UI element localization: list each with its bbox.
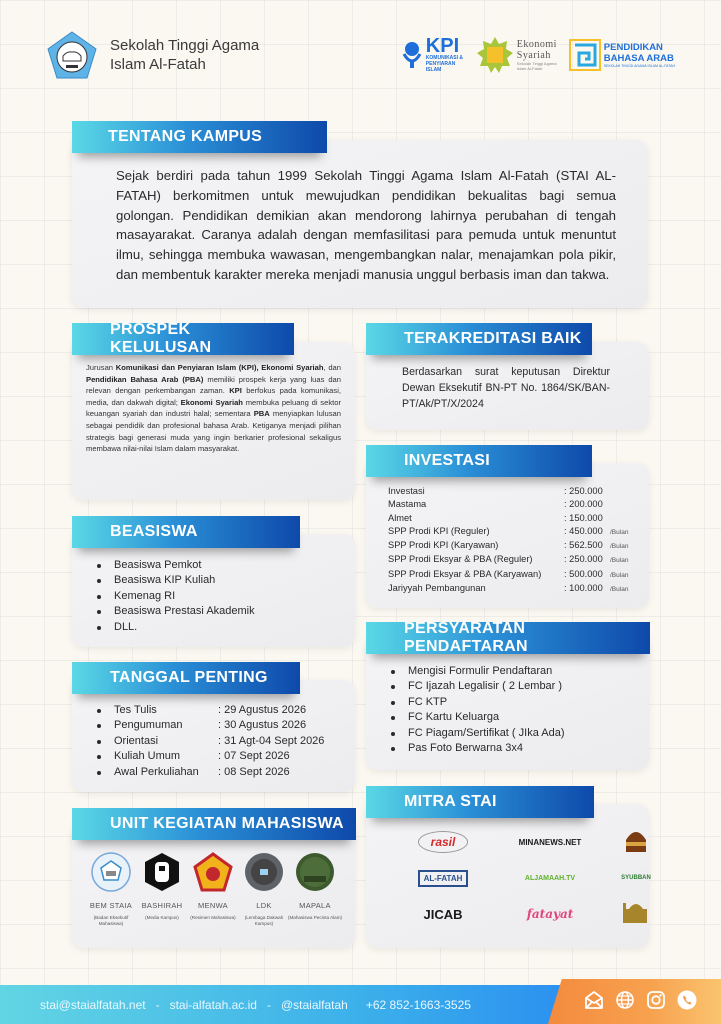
prospek-highlight: Pendidikan Bahasa Arab (PBA): [86, 374, 204, 384]
investasi-label: SPP Prodi KPI (Karyawan): [388, 540, 499, 551]
prospek-segment: , dan: [323, 363, 341, 372]
tanggal-card: [72, 680, 355, 792]
institution-name-line1: Sekolah Tinggi Agama: [110, 37, 260, 54]
investasi-unit: /Bulan: [610, 543, 629, 551]
footer-separator: -: [155, 997, 160, 1012]
mitra-logo: [621, 900, 651, 928]
mitra-logo: [621, 864, 651, 892]
footer-icons: [583, 989, 698, 1011]
prospek-card: [72, 342, 355, 500]
mitra-logo: [623, 828, 649, 856]
mitra-logo: [418, 828, 469, 856]
microphone-icon: [401, 40, 423, 70]
mitra-logo-text: AL-FATAH: [418, 870, 469, 887]
section-title-investasi: INVESTASI: [366, 445, 592, 477]
section-title-prospek: PROSPEK KELULUSAN: [72, 323, 294, 355]
institution-brand: [46, 30, 259, 80]
institution-name-line2: Islam Al-Fatah: [110, 56, 206, 73]
ukm-desc: (Mahasiswa Pecinta Alam): [287, 915, 343, 920]
section-title-tanggal: TANGGAL PENTING: [72, 662, 300, 694]
beasiswa-item: DLL.: [92, 620, 255, 635]
akreditasi-text: Berdasarkan surat keputusan Direktur Dewan Eksekutif BN-PT No. 1864/SK/BAN-PT/Ak/PT/X/2024: [402, 366, 610, 410]
investasi-value: : 150.000: [564, 512, 603, 523]
section-title-tentang: TENTANG KAMPUS: [72, 121, 327, 153]
investasi-label: Investasi: [388, 486, 425, 496]
mitra-logo: [423, 900, 462, 928]
prospek-text: [86, 362, 341, 455]
investasi-value: : 500.000: [564, 568, 603, 579]
tanggal-item: [92, 718, 324, 733]
es-title-line2: Syariah: [516, 50, 551, 61]
persyaratan-item: FC Ijazah Legalisir ( 2 Lembar ): [386, 679, 565, 694]
investasi-unit: /Bulan: [610, 557, 629, 565]
mitra-logo: [527, 900, 574, 928]
ukm-name: BASHIRAH: [141, 901, 183, 910]
persyaratan-card: [366, 640, 649, 770]
ekonomi-syariah-logo: [476, 36, 559, 74]
beasiswa-item: Beasiswa Pemkot: [92, 558, 255, 573]
investasi-row: [388, 525, 638, 539]
investasi-value: : 562.500: [564, 540, 603, 551]
investasi-row: [388, 498, 638, 511]
section-title-akreditasi: TERAKREDITASI BAIK: [366, 323, 592, 355]
mitra-logo-text: fatayat: [526, 907, 574, 921]
ukm-card: [72, 826, 355, 948]
ukm-desc: (Resimen Mahasiswa): [190, 915, 236, 920]
tanggal-label: Pengumuman: [114, 719, 183, 732]
tanggal-label: Tes Tulis: [114, 704, 157, 716]
es-title-line1: Ekonomi: [516, 39, 557, 50]
pba-subtitle: SEKOLAH TINGGI AGAMA ISLAM AL-FATAH: [603, 64, 675, 68]
akreditasi-card: [366, 342, 649, 430]
ukm-logo-icon: [244, 852, 284, 897]
section-title-persyaratan: PERSYARATAN PENDAFTARAN: [366, 622, 650, 654]
mitra-logo-text: SYUBBAN: [621, 875, 651, 881]
tanggal-item: [92, 765, 324, 780]
beasiswa-item: Beasiswa KIP Kuliah: [92, 573, 255, 588]
tanggal-list: [92, 703, 324, 780]
section-title-beasiswa: BEASISWA: [72, 516, 300, 548]
star-emblem-icon: [476, 36, 514, 74]
prospek-highlight: KPI: [229, 386, 242, 396]
investasi-row: [388, 568, 638, 582]
investasi-label: SPP Prodi Eksyar & PBA (Reguler): [388, 554, 533, 565]
partner-logos: [401, 36, 675, 74]
tanggal-value: : 29 Agustus 2026: [218, 704, 307, 716]
prospek-segment: membuka peluang di sektor keuangan syariah dan industri halal; sementara: [86, 397, 341, 419]
investasi-label: SPP Prodi KPI (Reguler): [388, 525, 490, 536]
prospek-segment: berfokus pada komunikasi, media, dan dakwah digital;: [86, 386, 341, 407]
investasi-value: : 100.000: [564, 583, 603, 594]
investasi-value: : 250.000: [564, 486, 603, 496]
beasiswa-card: [72, 534, 355, 647]
envelope-icon[interactable]: [583, 989, 605, 1011]
beasiswa-list: [92, 558, 255, 635]
footer-email-link[interactable]: stai@staialfatah.net: [40, 997, 146, 1012]
tanggal-item: [92, 703, 324, 718]
beasiswa-item: Beasiswa Prestasi Akademik: [92, 604, 255, 619]
tanggal-label: Kuliah Umum: [114, 750, 181, 763]
ukm-logo-icon: [295, 852, 335, 897]
investasi-row: [388, 512, 638, 525]
investasi-unit: /Bulan: [610, 586, 629, 594]
phone-icon[interactable]: [676, 989, 698, 1011]
ukm-item: [287, 852, 343, 927]
kpi-logo: [401, 37, 466, 73]
persyaratan-item: Mengisi Formulir Pendaftaran: [386, 664, 565, 679]
ukm-logo-icon: [142, 852, 182, 897]
ukm-item: [239, 852, 289, 927]
tentang-card: [72, 140, 648, 308]
investasi-row: [388, 485, 638, 498]
pba-logo: [569, 39, 675, 71]
investasi-value: : 450.000: [564, 525, 603, 536]
persyaratan-item: Pas Foto Berwarna 3x4: [386, 741, 565, 756]
tentang-text: Sejak berdiri pada tahun 1999 Sekolah Tinggi Agama Islam Al-Fatah (STAI AL-FATAH) berkomitmen untuk mewujudkan pendidikan bekualitas bagi semua golongan. Pendidikan demikian akan mendorong lahirnya perubahan di tengah masayarakat. Caranya adalah dengan memfasilitasi para pemuda untuk menuntut ilmu, sehingga membuka wawasan, mengembangkan nalar, menajamkan pola pikir, dan membentuk karakter mereka menjadi manusia unggul berbasis iman dan takwa.: [116, 168, 616, 282]
tanggal-value: : 07 Sept 2026: [218, 750, 290, 763]
tanggal-value: : 30 Agustus 2026: [218, 719, 307, 732]
prospek-segment: Jurusan: [86, 363, 116, 372]
kpi-subtitle: KOMUNIKASI & PENYIARAN ISLAM: [425, 55, 464, 73]
ukm-logo-icon: [91, 852, 131, 897]
investasi-label: Mastama: [388, 499, 427, 510]
section-title-mitra: MITRA STAI: [366, 786, 594, 818]
investasi-row: [388, 553, 638, 567]
mitra-logo: [519, 828, 582, 856]
prospek-highlight: PBA: [253, 409, 270, 419]
mitra-logo: [418, 864, 469, 892]
mitra-logo-text: ALJAMAAH.TV: [524, 874, 576, 882]
globe-icon[interactable]: [614, 989, 636, 1011]
stai-logo-icon: [46, 30, 98, 80]
tanggal-label: Awal Perkuliahan: [114, 765, 199, 778]
persyaratan-item: FC Piagam/Sertifikat ( JIka Ada): [386, 726, 565, 741]
mitra-logo-text: rasil: [418, 831, 469, 853]
mitra-card: [366, 804, 649, 948]
kpi-title: KPI: [425, 35, 460, 57]
prospek-segment: memiliki prospek kerja yang luas dan relevan dengan perkembangan zaman.: [86, 374, 341, 396]
es-subtitle: Sekolah Tinggi Agama Islam Al-Fatah: [516, 61, 557, 71]
investasi-unit: /Bulan: [610, 571, 629, 579]
mitra-logo-text: JICAB: [423, 906, 463, 922]
investasi-value: : 250.000: [564, 554, 603, 565]
persyaratan-item: FC Kartu Keluarga: [386, 710, 565, 725]
tanggal-label: Orientasi: [114, 734, 159, 747]
investasi-row: [388, 582, 638, 596]
investasi-card: [366, 463, 649, 608]
prospek-highlight: Ekonomi Syariah: [180, 397, 243, 407]
investasi-row: [388, 539, 638, 553]
ukm-name: MENWA: [198, 901, 228, 910]
ukm-desc: (Badan Eksekutif Mahasiswa): [93, 915, 129, 926]
tanggal-value: : 08 Sept 2026: [218, 765, 290, 778]
prospek-segment: menyiapkan lulusan sebagai pendidik dan profesional bahasa Arab. Ketiganya menjadi pilihan strategis bagi generasi muda yang ingin berkarier profesional sekaligus membawa nilai-nilai Islam dalam masyarakat.: [86, 409, 341, 454]
ukm-grid: [86, 852, 343, 927]
mitra-grid: [402, 828, 656, 928]
ukm-item: [86, 852, 136, 927]
investasi-value: : 200.000: [564, 499, 603, 510]
ukm-desc: (Lembaga Dakwah Kampus): [244, 915, 284, 926]
mosque-dome-icon: [623, 826, 649, 859]
mitra-logo: [525, 864, 575, 892]
footer-instagram-link[interactable]: @staialfatah: [280, 997, 348, 1012]
section-title-ukm: UNIT KEGIATAN MAHASISWA: [72, 808, 356, 840]
investasi-unit: /Bulan: [610, 528, 629, 536]
pba-title-line1: PENDIDIKAN: [603, 42, 663, 53]
beasiswa-item: Kemenag RI: [92, 589, 255, 604]
persyaratan-item: FC KTP: [386, 695, 565, 710]
prospek-highlight: Komunikasi dan Penyiaran Islam (KPI), Ekonomi Syariah: [115, 363, 324, 372]
footer-phone-link[interactable]: +62 852-1663-3525: [365, 997, 471, 1012]
ukm-item: [188, 852, 238, 927]
ukm-name: MAPALA: [299, 901, 331, 910]
mitra-logo-text: MINANEWS.NET: [518, 837, 582, 847]
instagram-icon[interactable]: [645, 989, 667, 1011]
persyaratan-list: [386, 664, 565, 756]
tanggal-item: [92, 749, 324, 764]
investasi-label: Jariyyah Pembangunan: [388, 583, 486, 594]
investasi-table: [388, 485, 638, 596]
ukm-logo-icon: [193, 852, 233, 897]
tanggal-value: : 31 Agt-04 Sept 2026: [218, 734, 325, 747]
investasi-label: Almet: [388, 512, 412, 523]
ukm-name: LDK: [256, 901, 272, 910]
investasi-label: SPP Prodi Eksyar & PBA (Karyawan): [388, 568, 542, 579]
ukm-name: BEM STAIA: [89, 901, 133, 910]
ukm-item: [137, 852, 187, 927]
pba-title-line2: BAHASA ARAB: [603, 53, 674, 64]
minaret-emblem-icon: [621, 899, 651, 930]
kufic-square-icon: [569, 39, 601, 71]
footer-separator: -: [266, 997, 271, 1012]
tanggal-item: [92, 734, 324, 749]
ukm-desc: (Media Kampus): [145, 915, 179, 920]
footer-website-link[interactable]: stai-alfatah.ac.id: [169, 997, 257, 1012]
